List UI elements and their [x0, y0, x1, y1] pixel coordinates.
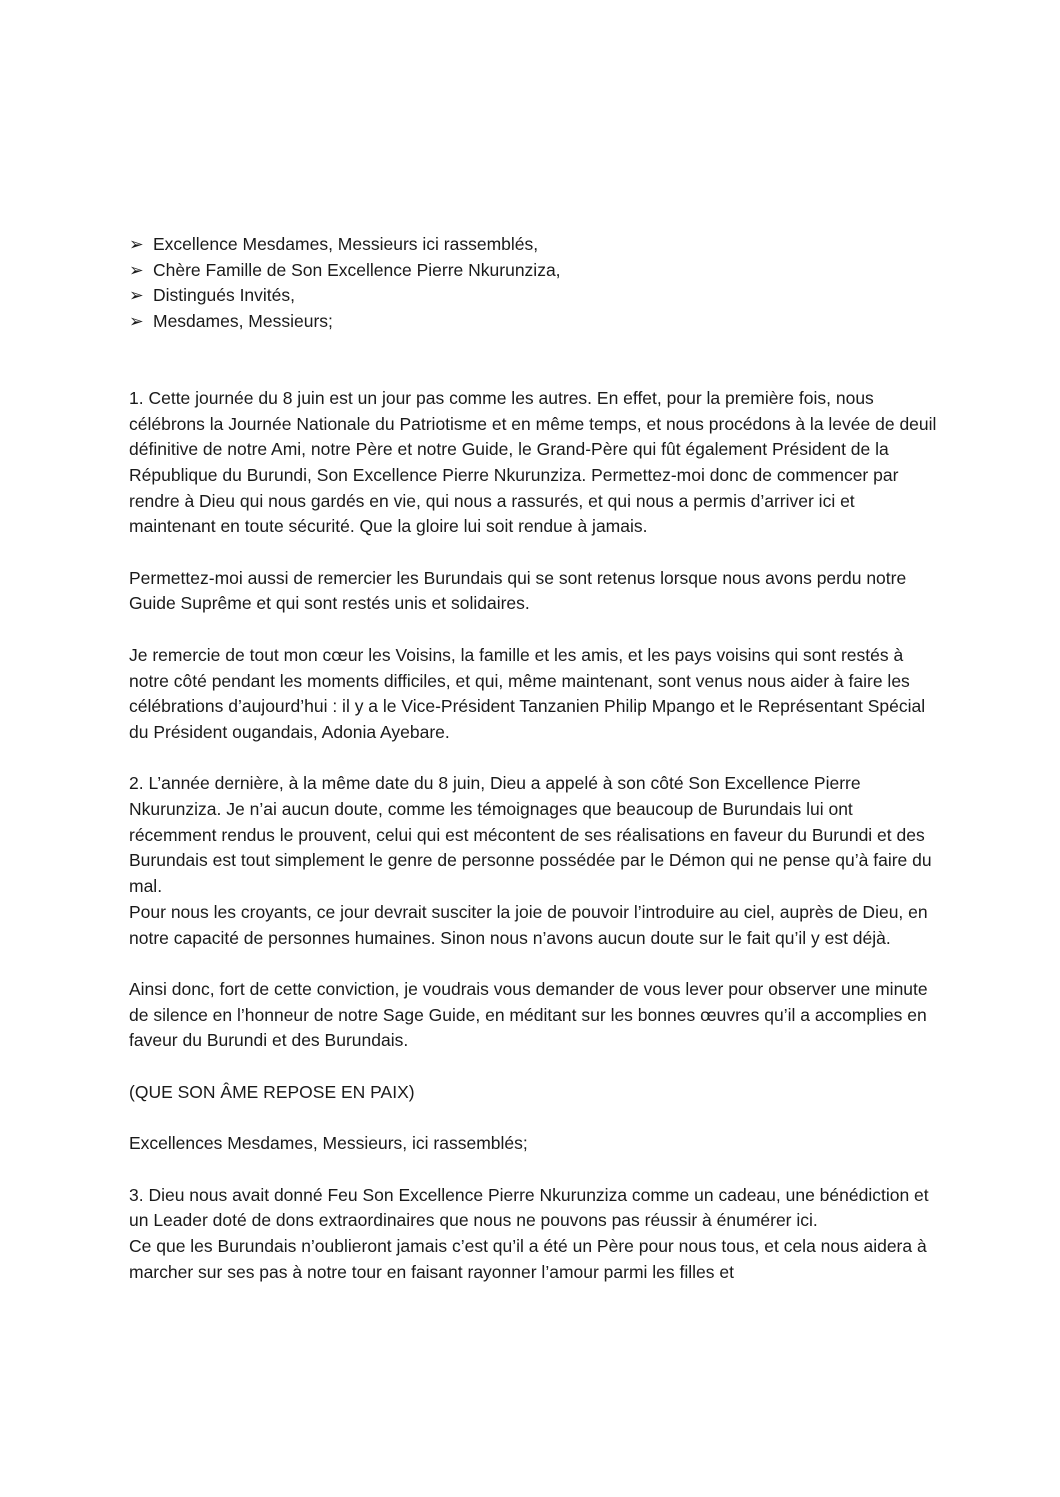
list-item — [129, 309, 941, 335]
salutation-text: Distingués Invités, — [153, 285, 296, 306]
arrow-bullet-icon: ➢ — [129, 285, 144, 306]
paragraph-thanks-burundians: Permettez-moi aussi de remercier les Burundais qui se sont retenus lorsque nous avons perdu notre Guide Suprême et qui sont restés unis et solidaires. — [129, 567, 907, 614]
spacer — [129, 335, 941, 386]
arrow-bullet-icon: ➢ — [129, 311, 144, 332]
salutation-text: Chère Famille de Son Excellence Pierre Nkurunziza, — [153, 259, 561, 280]
paragraph-minute-silence: Ainsi donc, fort de cette conviction, je voudrais vous demander de vous lever pour observer une minute de silence en l’honneur de notre Sage Guide, en méditant sur les bonnes œuvres qu’il a accomplies en faveur du Burundi et des Burundais. — [129, 978, 928, 1051]
paragraph-father: Ce que les Burundais n’oublieront jamais c’est qu’il a été un Père pour nous tous, et cela nous aidera à marcher sur ses pas à notre tour en faisant rayonner l’amour parmi les filles et — [129, 1235, 927, 1282]
list-item — [129, 258, 941, 284]
paragraph-rest-in-peace: (QUE SON ÂME REPOSE EN PAIX) — [129, 1081, 415, 1102]
salutation-text: Mesdames, Messieurs; — [153, 311, 333, 332]
list-item — [129, 283, 941, 309]
paragraph-salutation: Excellences Mesdames, Messieurs, ici rassemblés; — [129, 1133, 528, 1154]
document-body — [129, 232, 941, 1285]
paragraph-1: 1. Cette journée du 8 juin est un jour pas comme les autres. En effet, pour la première fois, nous célébrons la Journée Nationale du Patriotisme et en même temps, et nous procédons à la levée de deuil définitive de notre Ami, notre Père et notre Guide, le Grand-Père qui fût également Président de la République du Burundi, Son Excellence Pierre Nkurunziza. Permettez-moi donc de commencer par rendre à Dieu qui nous gardés en vie, qui nous a rassurés, et qui nous a permis d’arriver ici et maintenant en toute sécurité. Que la gloire lui soit rendue à jamais. — [129, 387, 937, 537]
paragraph-2: 2. L’année dernière, à la même date du 8 juin, Dieu a appelé à son côté Son Excellence Pierre Nkurunziza. Je n’ai aucun doute, comme les témoignages que beaucoup de Burundais lui ont récemment rendus le prouvent, celui qui est mécontent de ses réalisations en faveur du Burundi et des Burundais est tout simplement le genre de personne possédée par le Démon qui ne pense qu’à faire du mal. — [129, 773, 932, 897]
list-item — [129, 232, 941, 258]
paragraph-3: 3. Dieu nous avait donné Feu Son Excellence Pierre Nkurunziza comme un cadeau, une bénédiction et un Leader doté de dons extraordinaires que nous ne pouvons pas réussir à énumérer ici. — [129, 1184, 929, 1231]
salutation-text: Excellence Mesdames, Messieurs ici rassemblés, — [153, 234, 539, 254]
paragraph-believers: Pour nous les croyants, ce jour devrait susciter la joie de pouvoir l’introduire au ciel, auprès de Dieu, en notre capacité de personnes humaines. Sinon nous n’avons aucun doute sur le fait qu’il y est déjà. — [129, 901, 928, 948]
arrow-bullet-icon: ➢ — [129, 259, 144, 280]
paragraph-thanks-neighbours: Je remercie de tout mon cœur les Voisins, la famille et les amis, et les pays voisins qui sont restés à notre côté pendant les moments difficiles, et qui, même maintenant, sont venus nous aider à faire les célébrations d’aujourd’hui : il y a le Vice-Président Tanzanien Philip Mpango et le Représentant Spécial du Président ougandais, Adonia Ayebare. — [129, 644, 926, 742]
arrow-bullet-icon: ➢ — [129, 234, 144, 254]
salutation-list — [129, 232, 941, 335]
